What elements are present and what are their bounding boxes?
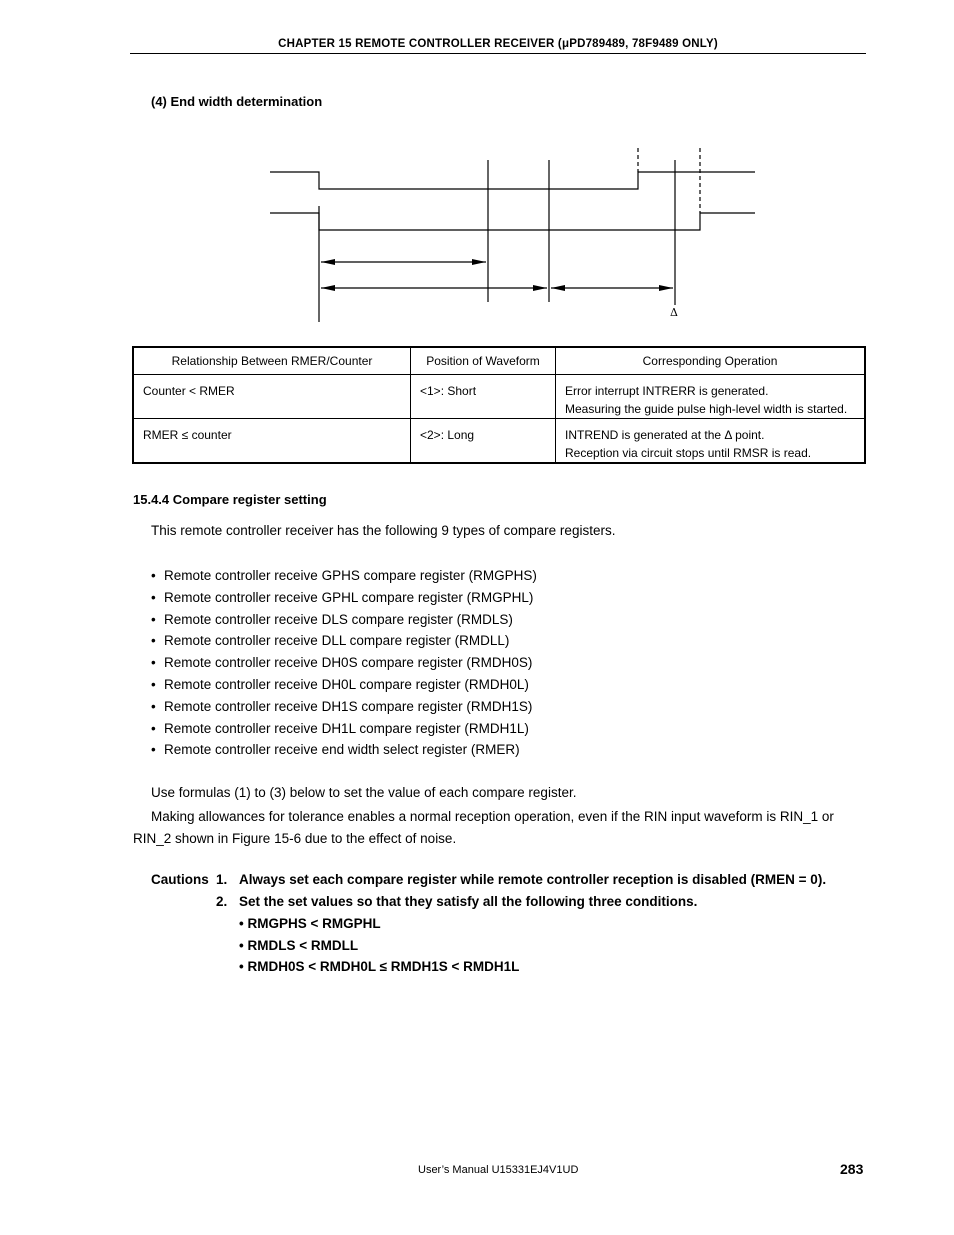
col-header-relationship: Relationship Between RMER/Counter bbox=[133, 347, 411, 375]
cell-position: <1>: Short bbox=[411, 375, 556, 419]
table-row bbox=[133, 375, 865, 419]
caution-item-2: Set the set values so that they satisfy all the following three conditions. bbox=[239, 894, 698, 909]
operation-line: Measuring the guide pulse high-level width is started. bbox=[565, 402, 848, 416]
intro-paragraph: This remote controller receiver has the following 9 types of compare registers. bbox=[151, 523, 616, 538]
list-item: • Remote controller receive GPHL compare register (RMGPHL) bbox=[151, 587, 537, 609]
bullet-icon: • bbox=[239, 916, 248, 931]
list-item: • Remote controller receive DLS compare register (RMDLS) bbox=[151, 609, 537, 631]
rmer-relationship-table bbox=[132, 346, 866, 464]
cell-position: <2>: Long bbox=[411, 419, 556, 464]
page-number: 283 bbox=[840, 1161, 864, 1177]
tolerance-paragraph: Making allowances for tolerance enables a normal reception operation, even if the RIN input waveform is RIN_1 or RIN_2 shown in Figure 15-6 due to the effect of noise. bbox=[133, 809, 834, 846]
condition-item bbox=[239, 916, 381, 931]
table-row bbox=[133, 419, 865, 464]
list-item: • Remote controller receive DLL compare register (RMDLL) bbox=[151, 630, 537, 652]
caution-number: 1. bbox=[216, 872, 228, 887]
caution-number: 2. bbox=[216, 894, 228, 909]
page-header: CHAPTER 15 REMOTE CONTROLLER RECEIVER (μPD789489, 78F9489 ONLY) bbox=[130, 38, 866, 54]
operation-line: Reception via circuit stops until RMSR is read. bbox=[565, 446, 812, 460]
delta-label: Δ bbox=[670, 306, 678, 319]
cell-operation bbox=[556, 375, 866, 419]
caution-item-1: Always set each compare register while remote controller reception is disabled (RMEN = 0). bbox=[239, 872, 827, 887]
col-header-position: Position of Waveform bbox=[411, 347, 556, 375]
condition-item bbox=[239, 959, 519, 974]
register-list bbox=[151, 565, 537, 761]
cautions-label: Cautions bbox=[151, 872, 209, 887]
condition-text: RMDH0S < RMDH0L ≤ RMDH1S < RMDH1L bbox=[247, 959, 520, 974]
cell-operation bbox=[556, 419, 866, 464]
list-item: • Remote controller receive DH1S compare register (RMDH1S) bbox=[151, 696, 537, 718]
operation-line: INTREND is generated at the Δ point. bbox=[565, 428, 765, 442]
footer-manual-id: User’s Manual U15331EJ4V1UD bbox=[418, 1164, 579, 1176]
condition-item bbox=[239, 938, 358, 953]
operation-line: Error interrupt INTRERR is generated. bbox=[565, 384, 769, 398]
list-item: • Remote controller receive DH1L compare register (RMDH1L) bbox=[151, 718, 537, 740]
list-item: • Remote controller receive end width select register (RMER) bbox=[151, 739, 537, 761]
formula-paragraph: Use formulas (1) to (3) below to set the value of each compare register. bbox=[151, 785, 577, 800]
list-item: • Remote controller receive DH0L compare register (RMDH0L) bbox=[151, 674, 537, 696]
waveform-long bbox=[270, 213, 755, 230]
condition-text: RMGPHS < RMGPHL bbox=[247, 916, 381, 931]
waveform-short bbox=[270, 172, 755, 189]
section-heading-compare-register: 15.4.4 Compare register setting bbox=[133, 492, 327, 507]
col-header-operation: Corresponding Operation bbox=[556, 347, 866, 375]
list-item: • Remote controller receive GPHS compare register (RMGPHS) bbox=[151, 565, 537, 587]
end-width-timing-diagram bbox=[260, 140, 770, 330]
list-item: • Remote controller receive DH0S compare register (RMDH0S) bbox=[151, 652, 537, 674]
bullet-icon: • bbox=[239, 938, 248, 953]
bullet-icon: • bbox=[239, 959, 248, 974]
cell-relationship: Counter < RMER bbox=[133, 375, 411, 419]
condition-text: RMDLS < RMDLL bbox=[247, 938, 359, 953]
cell-relationship: RMER ≤ counter bbox=[133, 419, 411, 464]
section-heading-end-width: (4) End width determination bbox=[151, 94, 323, 109]
